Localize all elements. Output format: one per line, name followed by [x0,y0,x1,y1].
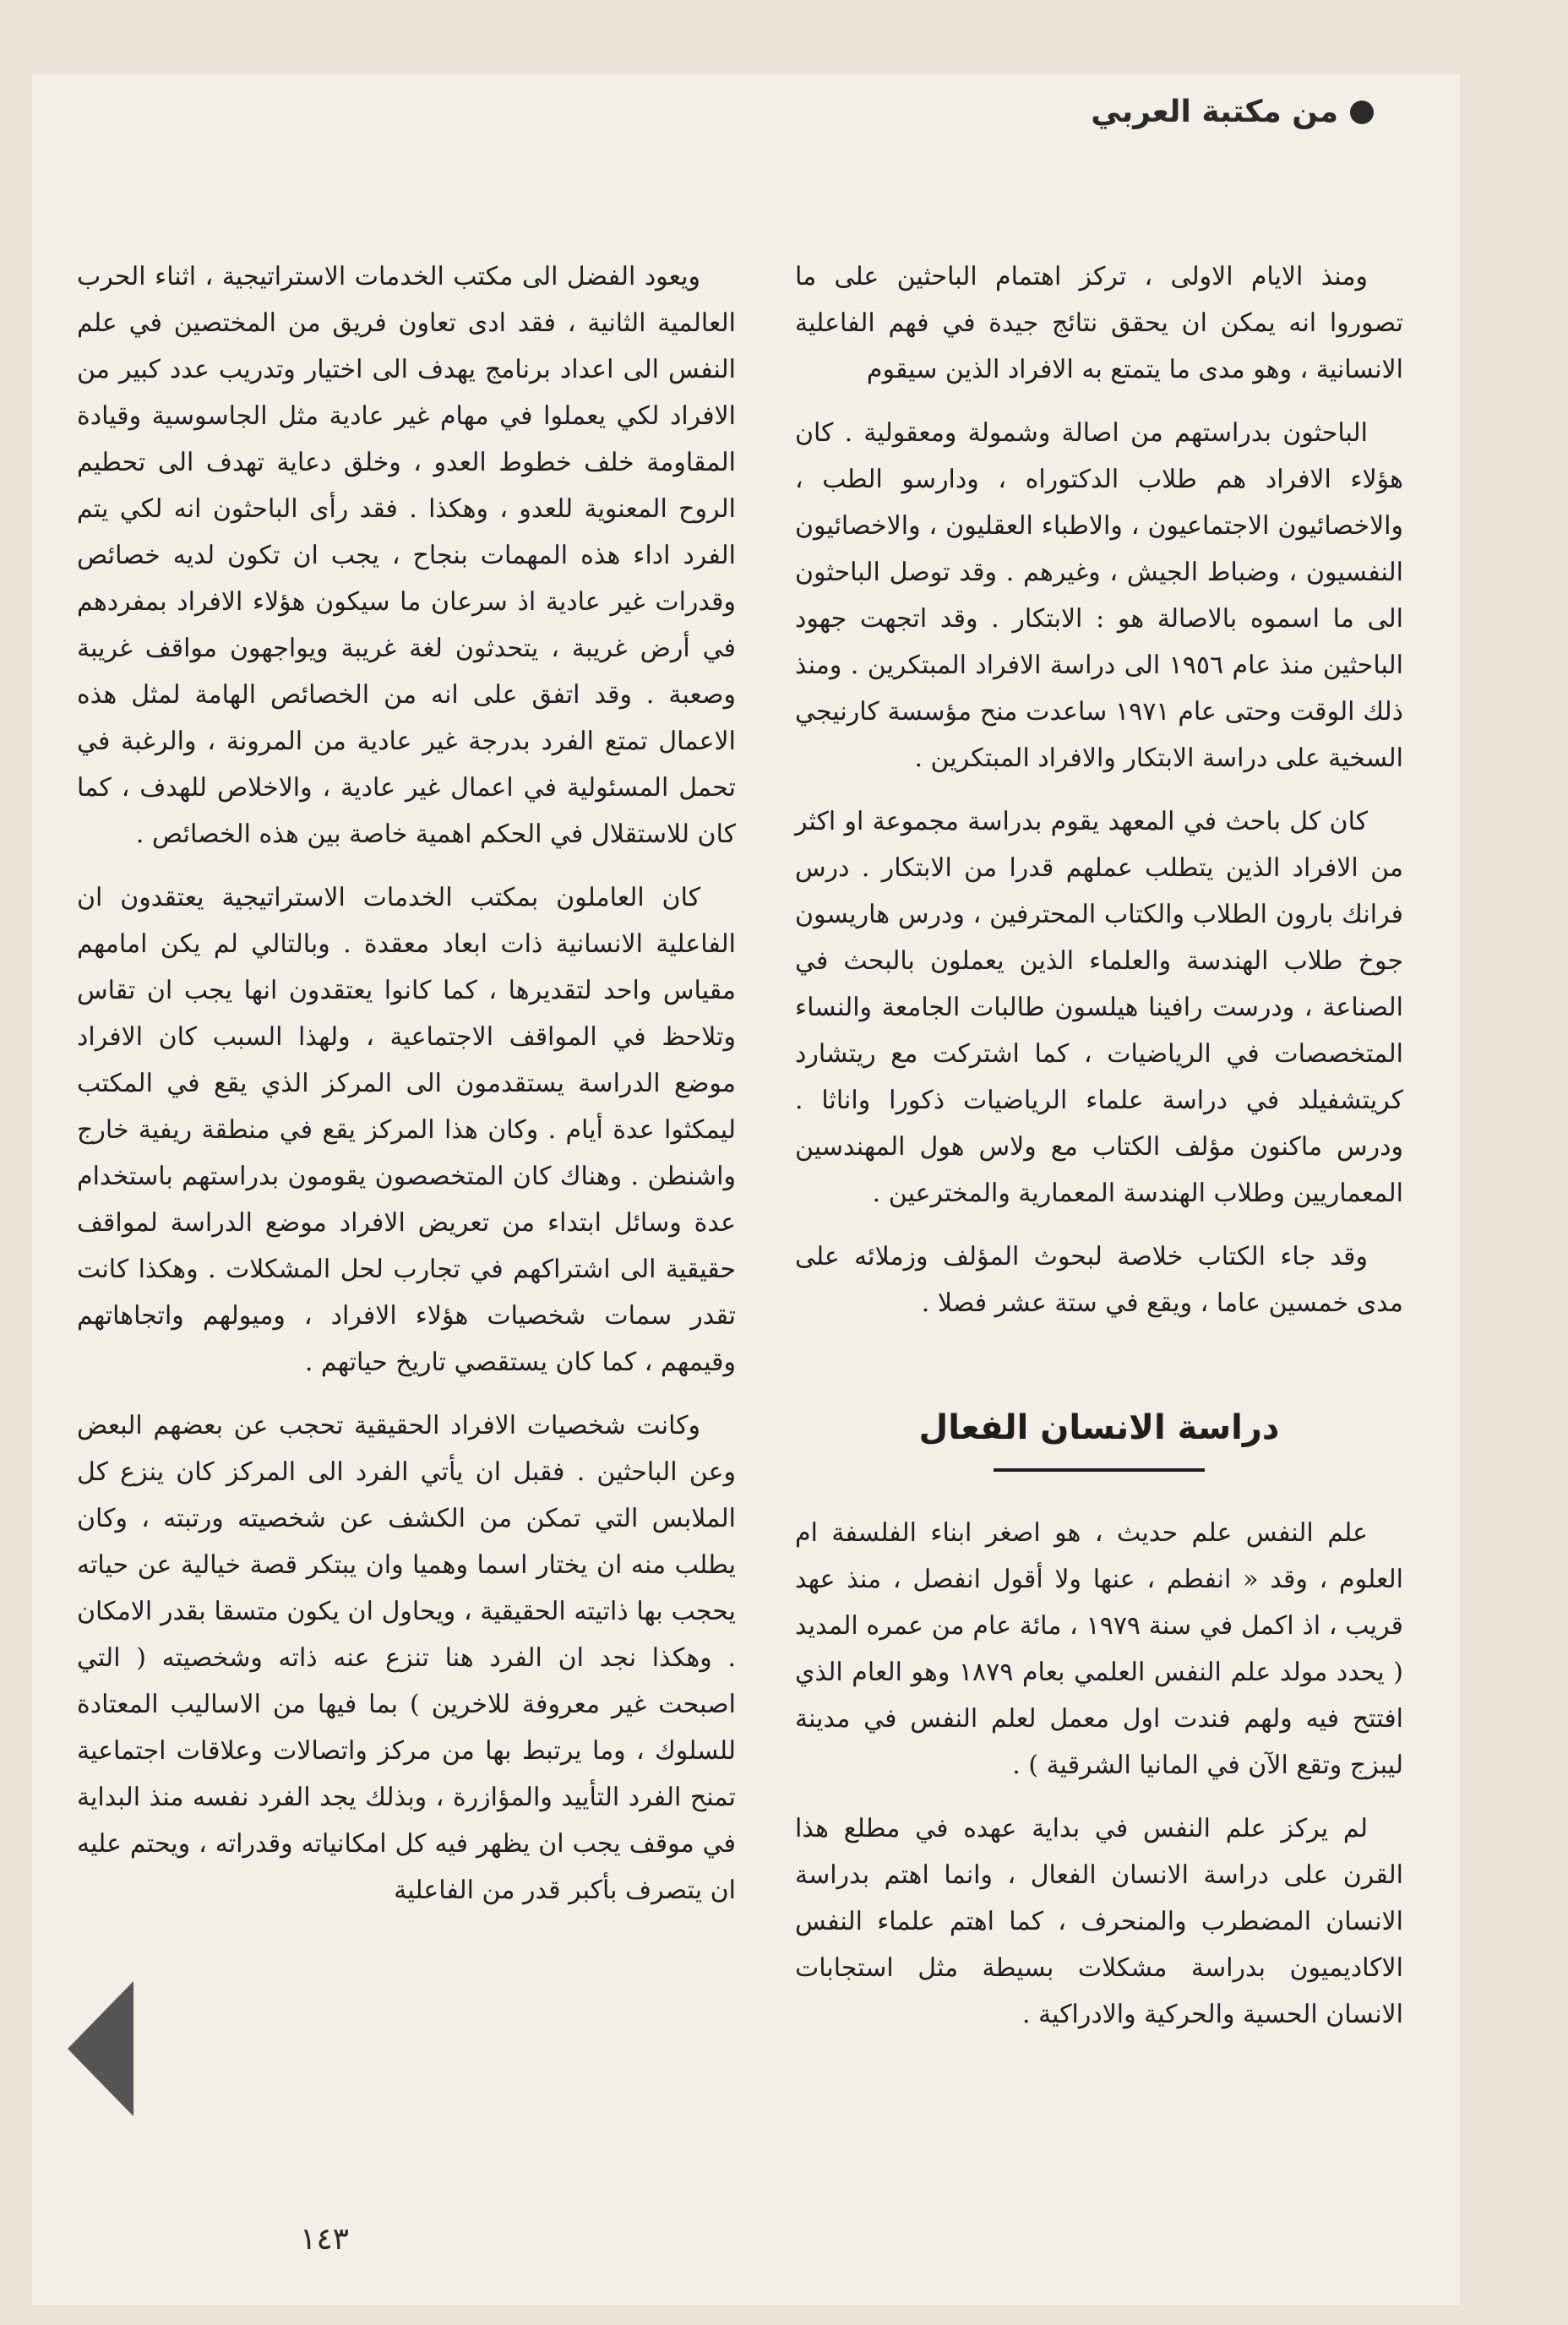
paragraph: ومنذ الايام الاولى ، تركز اهتمام الباحثين على ما تصوروا انه يمكن ان يحقق نتائج جيدة في فهم الفاعلية الانسانية ، وهو مدى ما يتمتع به الافراد الذين سيقوم [795,262,1403,384]
paragraph: كان كل باحث في المعهد يقوم بدراسة مجموعة او اكثر من الافراد الذين يتطلب عملهم قدرا من الابتكار . درس فرانك بارون الطلاب والكتاب المحترفين ، ودرس هاريسون جوخ طلاب الهندسة والعلماء الذين يعملون بالبحث في الصناعة ، ودرست رافينا هيلسون طالبات الجامعة والنساء المتخصصات في الرياضيات ، كما اشتركت مع ريتشارد كريتشفيلد في دراسة علماء الرياضيات ذكورا واناثا . ودرس ماكنون مؤلف الكتاب مع ولاس هول المهندسين المعماريين وطلاب الهندسة المعمارية والمخترعين . [795,807,1403,1208]
page-header [1091,95,1374,129]
bullet-icon [1350,101,1374,124]
paragraph: وقد جاء الكتاب خلاصة لبحوث المؤلف وزملائه على مدى خمسين عاما ، ويقع في ستة عشر فصلا . [795,1242,1403,1318]
paragraph: وكانت شخصيات الافراد الحقيقية تحجب عن بعضهم البعض وعن الباحثين . فقبل ان يأتي الفرد الى المركز كان ينزع كل الملابس التي تمكن من الكشف عن شخصيته ورتبته ، وكان يطلب منه ان يختار اسما وهميا وان يبتكر قصة خيالية عن حياته يحجب بها ذاتيته الحقيقية ، ويحاول ان يكون متسقا بقدر الامكان . وهكذا نجد ان الفرد هنا تنزع عنه ذاته وشخصيته ( التي اصبحت غير معروفة للاخرين ) بما فيها من الاساليب المعتادة للسلوك ، وما يرتبط بها من مركز واتصالات وعلاقات اجتماعية تمنح الفرد التأييد والمؤازرة ، وبذلك يجد الفرد نفسه منذ البداية في موقف يجب ان يظهر فيه كل امكانياته وقدراته ، ويحتم عليه ان يتصرف بأكبر قدر من الفاعلية [77,1411,736,1905]
paragraph: علم النفس علم حديث ، هو اصغر ابناء الفلسفة ام العلوم ، وقد « انفطم ، عنها ولا أقول انفصل ، منذ عهد قريب ، اذ اكمل في سنة ١٩٧٩ ، مائة عام من عمره المديد ( يحدد مولد علم النفس العلمي بعام ١٨٧٩ وهو العام الذي افتتح فيه ولهم فندت اول معمل لعلم النفس في مدينة ليبزج وتقع الآن في المانيا الشرقية ) . [795,1518,1403,1780]
page-number: ١٤٣ [300,2222,350,2257]
left-column [77,253,736,1930]
paragraph: ويعود الفضل الى مكتب الخدمات الاستراتيجية ، اثناء الحرب العالمية الثانية ، فقد ادى تعاون فريق من المختصين في علم النفس الى اعداد برنامج يهدف الى اختيار وتدريب عدد كبير من الافراد لكي يعملوا في مهام غير عادية مثل الجاسوسية وقيادة المقاومة خلف خطوط العدو ، وخلق دعاية تهدف الى تحطيم الروح المعنوية للعدو ، وهكذا . فقد رأى الباحثون انه لكي يتم الفرد اداء هذه المهمات بنجاح ، يجب ان تكون لديه خصائص وقدرات غير عادية اذ سرعان ما سيكون هؤلاء الافراد بمفردهم في أرض غريبة ، يتحدثون لغة غريبة ويواجهون مواقف غريبة وصعبة . وقد اتفق على انه من الخصائص الهامة لمثل هذه الاعمال تمتع الفرد بدرجة غير عادية من المرونة ، والرغبة في تحمل المسئولية في اعمال غير عادية ، والاخلاص للهدف ، كما كان للاستقلال في الحكم اهمية خاصة بين هذه الخصائص . [77,262,736,849]
paragraph: الباحثون بدراستهم من اصالة وشمولة ومعقولية . كان هؤلاء الافراد هم طلاب الدكتوراه ، ودارسو الطب ، والاخصائيون الاجتماعيون ، والاطباء العقليون ، والاخصائيون النفسيون ، وضباط الجيش ، وغيرهم . وقد توصل الباحثون الى ما اسموه بالاصالة هو : الابتكار . وقد اتجهت جهود الباحثين منذ عام ١٩٥٦ الى دراسة الافراد المبتكرين . ومنذ ذلك الوقت وحتى عام ١٩٧١ ساعدت منح مؤسسة كارنيجي السخية على دراسة الابتكار والافراد المبتكرين . [795,418,1404,773]
next-page-arrow-icon[interactable] [68,1981,133,2116]
section-header-title: من مكتبة العربي [1091,95,1338,129]
right-column [795,253,1403,2055]
paragraph: كان العاملون بمكتب الخدمات الاستراتيجية يعتقدون ان الفاعلية الانسانية ذات ابعاد معقدة . وبالتالي لم يكن امامهم مقياس واحد لتقديرها ، كما كانوا يعتقدون انها يجب ان تقاس وتلاحظ في المواقف الاجتماعية ، ولهذا السبب كان الافراد موضع الدراسة يستقدمون الى المركز الذي يقع في المكتب ليمكثوا عدة أيام . وكان هذا المركز يقع في منطقة ريفية خارج واشنطن . وهناك كان المتخصصون يقومون بدراستهم باستخدام عدة وسائل ابتداء من تعريض الافراد موضع الدراسة لمواقف حقيقية الى اشتراكهم في تجارب لحل المشكلات . وهكذا كانت تقدر سمات شخصيات هؤلاء الافراد ، وميولهم واتجاهاتهم وقيمهم ، كما كان يستقصي تاريخ حياتهم . [77,883,736,1377]
section-title: دراسة الانسان الفعال [918,1408,1280,1447]
paragraph: لم يركز علم النفس في بداية عهده في مطلع هذا القرن على دراسة الانسان الفعال ، وانما اهتم بدراسة الانسان المضطرب والمنحرف ، كما اهتم علماء النفس الاكاديميون بدراسة مشكلات بسيطة مثل استجابات الانسان الحسية والحركية والادراكية . [795,1814,1403,2029]
title-underline [994,1468,1205,1472]
